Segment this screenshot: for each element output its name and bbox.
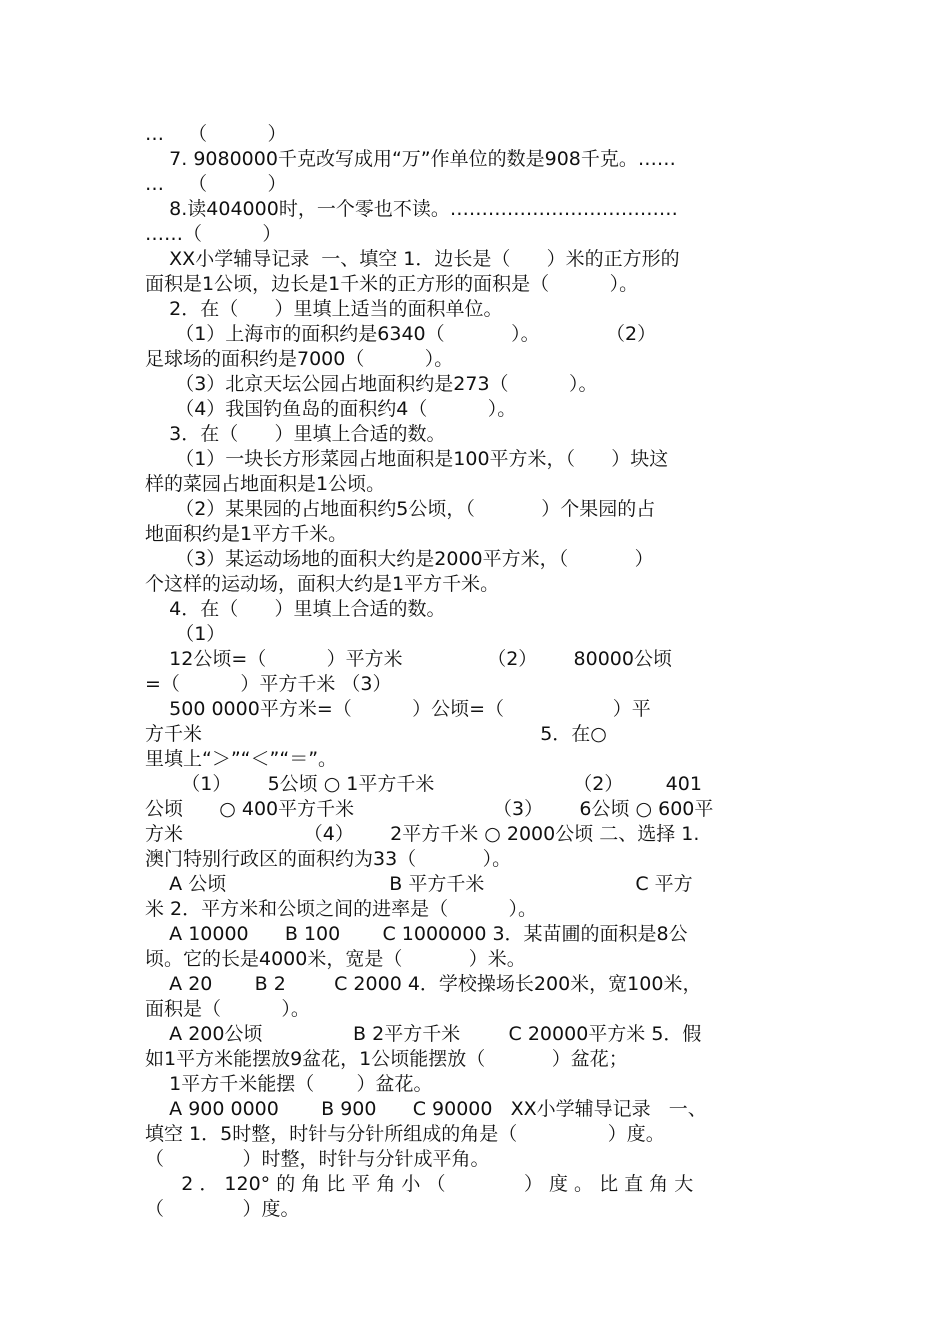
- text-line: （ ）时整，时针与分针成平角。: [145, 1148, 490, 1170]
- text-line: 8.读404000时，一个零也不读。………………………………: [145, 198, 678, 220]
- text-line: … （ ）: [145, 123, 287, 145]
- text-line: 7. 9080000千克改写成用“万”作单位的数是908千克。……: [145, 148, 676, 170]
- text-line: 面积是1公顷，边长是1千米的正方形的面积是（ ）。: [145, 273, 639, 295]
- text-line: （2）某果园的占地面积约5公顷，（ ）个果园的占: [145, 498, 656, 520]
- text-line: 填空 1．5时整，时针与分针所组成的角是（ ）度。: [145, 1123, 665, 1145]
- text-line: XX小学辅导记录 一、填空 1．边长是（ ）米的正方形的: [145, 248, 680, 270]
- text-line: 里填上“＞”“＜”“＝”。: [145, 748, 338, 770]
- text-line: （1）: [145, 623, 226, 645]
- text-line: A 10000 B 100 C 1000000 3．某苗圃的面积是8公: [145, 923, 688, 945]
- text-line: 方米 （4） 2平方千米 ○ 2000公顷 二、选择 1.: [145, 823, 700, 845]
- text-line: 12公顷=（ ）平方米 （2） 80000公顷: [145, 648, 672, 670]
- text-line: 如1平方米能摆放9盆花，1公顷能摆放（ ）盆花；: [145, 1048, 628, 1070]
- text-line: （1） 5公顷 ○ 1平方千米 （2） 401: [145, 773, 702, 795]
- text-line: 方千米 5．在○: [145, 723, 607, 745]
- text-line: 足球场的面积约是7000（ ）。: [145, 348, 454, 370]
- text-line: 2．在（ ）里填上适当的面积单位。: [145, 298, 503, 320]
- text-line: =（ ）平方千米 （3）: [145, 673, 392, 695]
- text-line: 样的菜园占地面积是1公顷。: [145, 473, 386, 495]
- text-line: A 20 B 2 C 2000 4．学校操场长200米，宽100米，: [145, 973, 702, 995]
- text-line: 2 ． 120° 的 角 比 平 角 小 （ ） 度 。 比 直 角 大: [145, 1173, 694, 1195]
- text-line: 地面积约是1平方千米。: [145, 523, 348, 545]
- text-line: ……（ ）: [145, 223, 282, 245]
- text-line: 公顷 ○ 400平方千米 （3） 6公顷 ○ 600平: [145, 798, 714, 820]
- text-line: 1平方千米能摆（ ）盆花。: [145, 1073, 433, 1095]
- text-line: 顷。它的长是4000米，宽是（ ）米。: [145, 948, 526, 970]
- text-line: 米 2．平方米和公顷之间的进率是（ ）。: [145, 898, 538, 920]
- text-line: （4）我国钓鱼岛的面积约4（ ）。: [145, 398, 517, 420]
- text-line: 澳门特别行政区的面积约为33（ ）。: [145, 848, 512, 870]
- text-line: A 200公顷 B 2平方千米 C 20000平方米 5．假: [145, 1023, 702, 1045]
- text-line: 3．在（ ）里填上合适的数。: [145, 423, 446, 445]
- text-line: A 公顷 B 平方千米 C 平方: [145, 873, 693, 895]
- text-line: … （ ）: [145, 173, 287, 195]
- text-line: 个这样的运动场，面积大约是1平方千米。: [145, 573, 500, 595]
- text-line: （ ）度。: [145, 1198, 300, 1220]
- text-line: 面积是（ ）。: [145, 998, 310, 1020]
- text-line: A 900 0000 B 900 C 90000 XX小学辅导记录 一、: [145, 1098, 707, 1120]
- text-line: （3）北京天坛公园占地面积约是273（ ）。: [145, 373, 598, 395]
- text-line: （1）上海市的面积约是6340（ ）。 （2）: [145, 323, 657, 345]
- text-line: （1）一块长方形菜园占地面积是100平方米，（ ）块这: [145, 448, 669, 470]
- text-line: （3）某运动场地的面积大约是2000平方米，（ ）: [145, 548, 654, 570]
- text-line: 500 0000平方米=（ ）公顷=（ ）平: [145, 698, 651, 720]
- text-line: 4．在（ ）里填上合适的数。: [145, 598, 446, 620]
